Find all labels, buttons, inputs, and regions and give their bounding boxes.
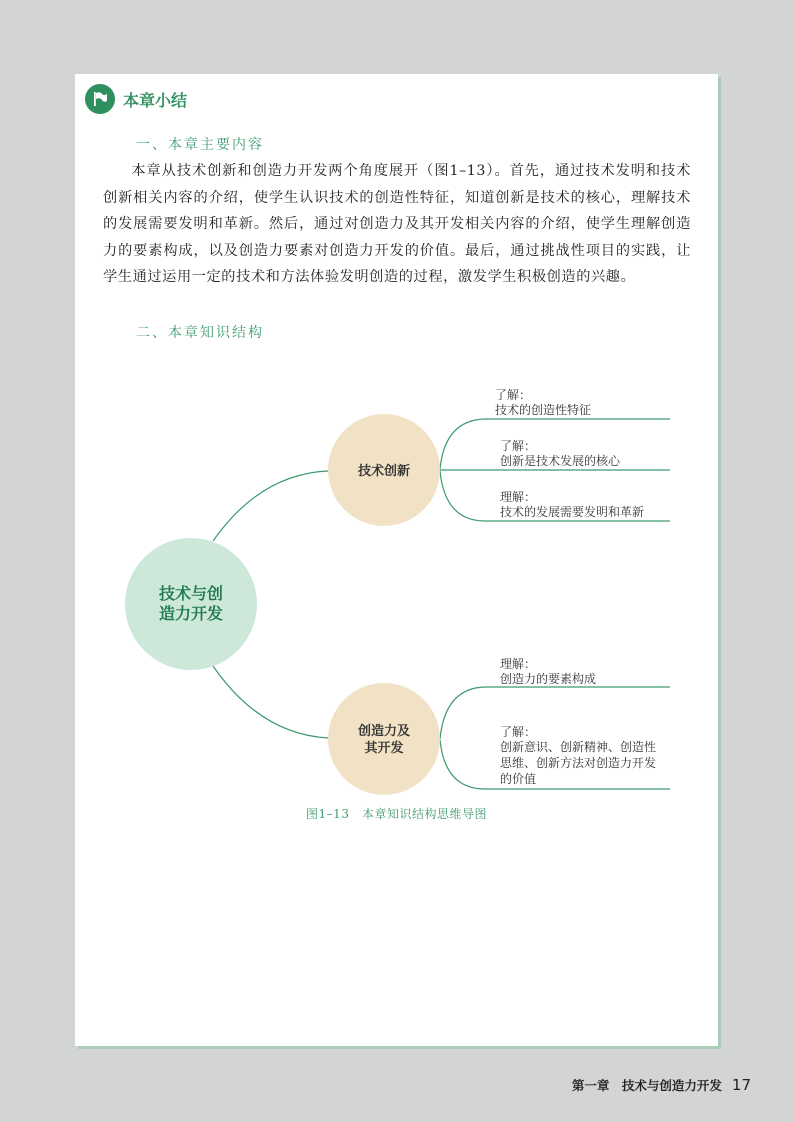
- creativity-label-line2: 其开发: [364, 741, 404, 756]
- summary-title: 本章小结: [123, 90, 188, 110]
- innovation-label: 技术创新: [357, 464, 411, 479]
- creativity-label-line1: 创造力及: [357, 724, 411, 739]
- summary-paragraph: 本章从技术创新和创造力开发两个角度展开（图1–13）。首先，通过技术发明和技术创新相关内容的介绍，使学生认识技术的创造性特征，知道创新是技术的核心，理解技术的发展需要发明和革新。然后，通过对创造力及其开发相关内容的介绍，使学生理解创造力的要素构成，以及创造力要素对创造力开发的价值。最后，通过挑战性项目的实践，让学生通过运用一定的技术和方法体验发明创造的过程，激发学生积极创造的兴趣。: [103, 163, 691, 285]
- page: [75, 74, 718, 1046]
- leaf-5-text-line3: 的价值: [500, 772, 537, 786]
- leaf-line-4: [440, 687, 670, 739]
- leaf-1-level: 了解：: [495, 388, 532, 402]
- main-content-heading: 一、本章主要内容: [136, 137, 264, 153]
- leaf-1-text: 技术的创造性特征: [495, 403, 592, 417]
- root-to-creativity-line: [213, 666, 328, 738]
- root-label-line2: 造力开发: [158, 604, 224, 623]
- leaf-4-level: 理解：: [500, 657, 537, 671]
- flag-icon: [85, 84, 115, 114]
- root-label-line1: 技术与创: [158, 584, 224, 603]
- leaf-3-text: 技术的发展需要发明和革新: [500, 505, 645, 519]
- root-to-innovation-line: [213, 471, 328, 541]
- footer-chapter-title: 第一章 技术与创造力开发: [571, 1078, 722, 1093]
- leaf-4-text: 创造力的要素构成: [500, 672, 597, 686]
- knowledge-structure-heading: 二、本章知识结构: [136, 325, 264, 341]
- leaf-5-text-line1: 创新意识、创新精神、创造性: [500, 740, 657, 754]
- page-number: 17: [731, 1076, 751, 1094]
- knowledge-mindmap: [75, 374, 718, 804]
- leaf-2-level: 了解：: [500, 439, 537, 453]
- leaf-5-level: 了解：: [500, 725, 537, 739]
- creativity-development-node: [328, 683, 440, 795]
- leaf-2-text: 创新是技术发展的核心: [500, 454, 621, 468]
- page-footer: [572, 1076, 751, 1094]
- leaf-5-text-line2: 思维、创新方法对创造力开发: [500, 756, 657, 770]
- chapter-summary-header: [85, 84, 187, 114]
- figure-caption: 图1–13 本章知识结构思维导图: [306, 807, 487, 821]
- leaf-3-level: 理解：: [500, 490, 537, 504]
